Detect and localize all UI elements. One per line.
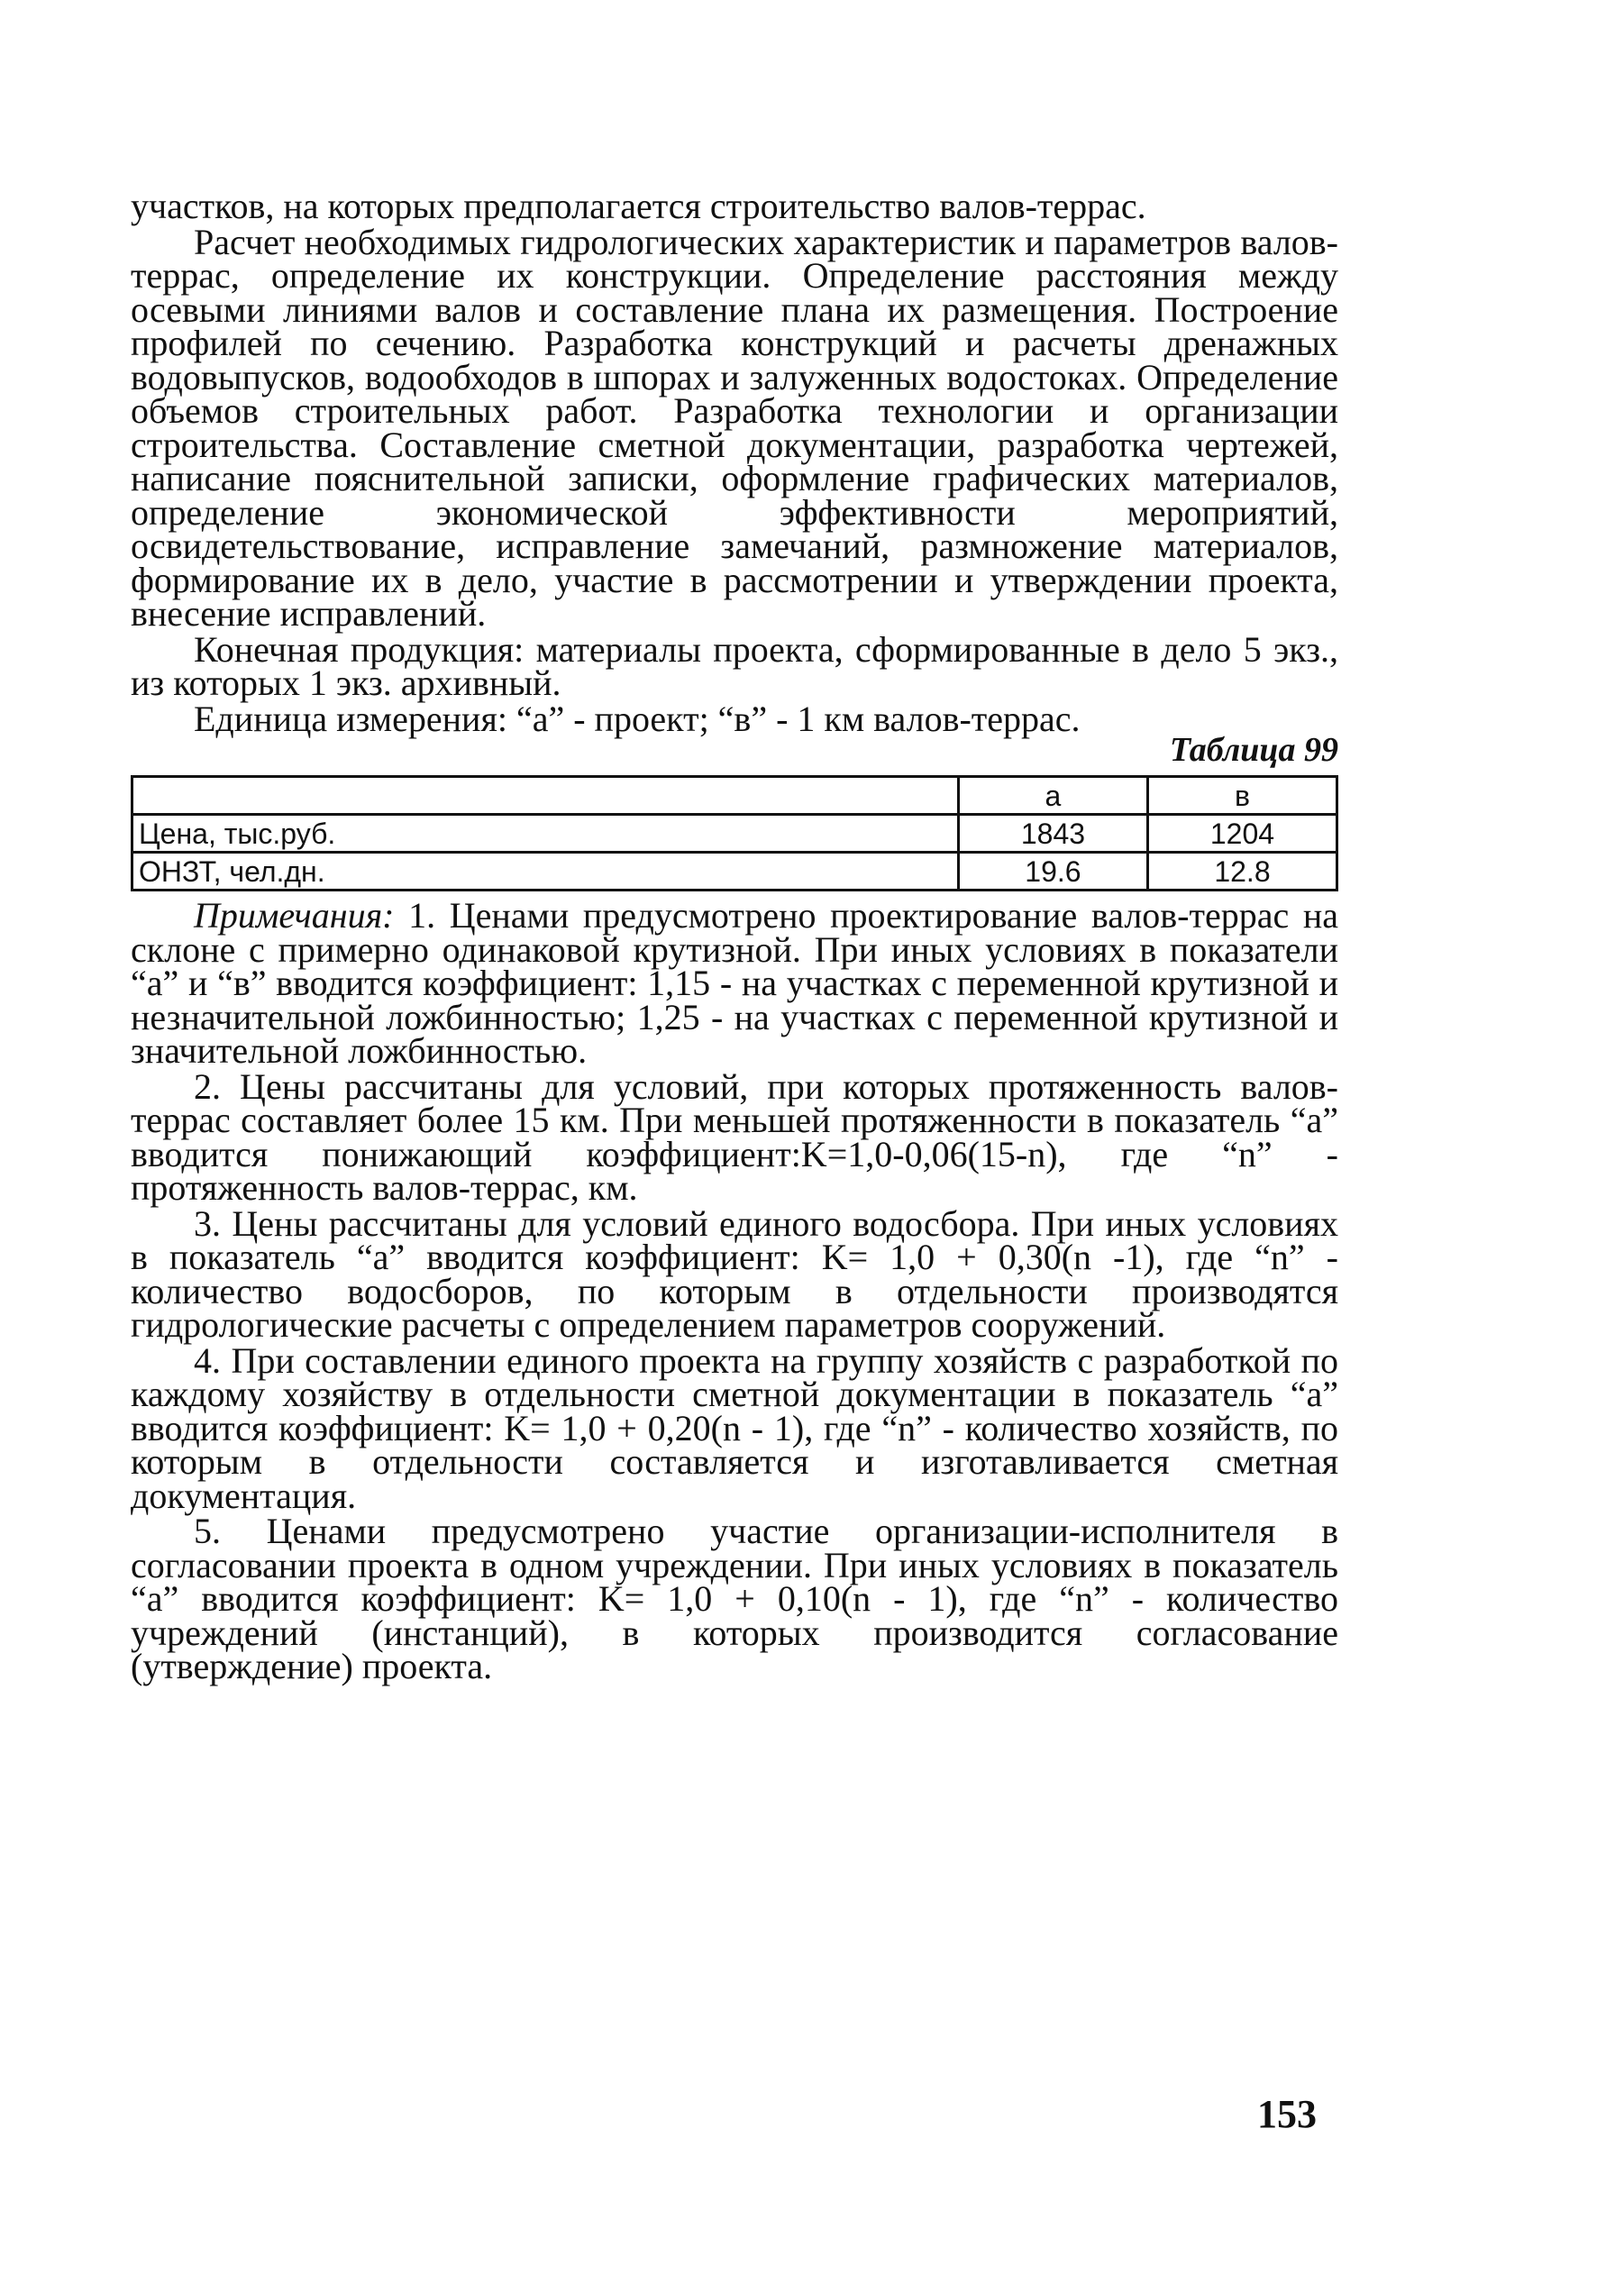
note-1-text: 1. Ценами предусмотрено проектирование валов-террас на склоне с примерно одинаковой крутизной. При иных условиях в показатели “а” и “в” вводится коэффициент: 1,15 - на участках с переменной крутизной и незначительной ложбинностью; 1,25 - на участках с переменной крутизной и значительной ложбинностью. (131, 895, 1339, 1071)
table-row (132, 815, 1337, 853)
paragraph-unit: Единица измерения: “а” - проект; “в” - 1 км валов-террас. (194, 698, 1081, 739)
note-4: 4. При составлении единого проекта на группу хозяйств с разработкой по каждому хозяйству в отдельности сметной документации в показатель “а” вводится коэффициент: K= 1,0 + 0,20(n - 1), где “n” - количество хозяйств, по которым в отдельности составляется и изготавливается сметная документация. (131, 1339, 1338, 1516)
note-3: 3. Цены рассчитаны для условий единого водосбора. При иных условиях в показатель “а” вводится коэффициент: K= 1,0 + 0,30(n -1), где “n” - количество водосборов, по которым в отдельности производятся гидрологические расчеты с определением параметров сооружений. (131, 1202, 1338, 1345)
cell-a: 1843 (958, 815, 1147, 853)
cell-b: 1204 (1147, 815, 1337, 853)
paragraph-continuation: участков, на которых предполагается строительство валов-террас. (131, 186, 1146, 226)
page-number: 153 (1257, 2092, 1317, 2136)
row-label: Цена, тыс.руб. (132, 815, 959, 853)
table-row (132, 853, 1337, 891)
cell-b: 12.8 (1147, 853, 1337, 891)
header-a: а (958, 777, 1147, 815)
note-2: 2. Цены рассчитаны для условий, при которых протяженность валов-террас составляет более 15 км. При меньшей протяженности в показатель “а” вводится понижающий коэффициент:K=1,0-0,06(15-n), где “n” - протяженность валов-террас, км. (131, 1065, 1338, 1208)
paragraph-work-scope: Расчет необходимых гидрологических характеристик и параметров валов-террас, определение их конструкции. Определение расстояния между осевыми линиями валов и составление плана их размещения. Построение профилей по сечению. Разработка конструкций и расчеты дренажных водовыпусков, водообходов в шпорах и залуженных водостоках. Определение объемов строительных работ. Разработка технологии и организации строительства. Составление сметной документации, разработка чертежей, написание пояснительной записки, оформление графических материалов, определение экономической эффективности мероприятий, освидетельствование, исправление замечаний, размножение материалов, формирование их в дело, участие в рассмотрении и утверждении проекта, внесение исправлений. (131, 221, 1338, 634)
paragraph-final-product: Конечная продукция: материалы проекта, сформированные в дело 5 экз., из которых 1 экз. архивный. (131, 628, 1338, 703)
table-header-row (132, 777, 1337, 815)
cell-a: 19.6 (958, 853, 1147, 891)
price-table (131, 775, 1338, 891)
page-content (131, 186, 1339, 1686)
header-empty-cell (132, 777, 959, 815)
note-5: 5. Ценами предусмотрено участие организации-исполнителя в согласовании проекта в одном учреждении. При иных условиях в показатель “а” вводится коэффициент: K= 1,0 + 0,10(n - 1), где “n” - количество учреждений (инстанций), в которых производится согласование (утверждение) проекта. (131, 1511, 1338, 1686)
note-1 (131, 895, 1339, 1071)
header-b: в (1147, 777, 1337, 815)
row-label: ОНЗТ, чел.дн. (132, 853, 959, 891)
table-title: Таблица 99 (1169, 731, 1338, 769)
notes-heading: Примечания: (194, 895, 395, 936)
